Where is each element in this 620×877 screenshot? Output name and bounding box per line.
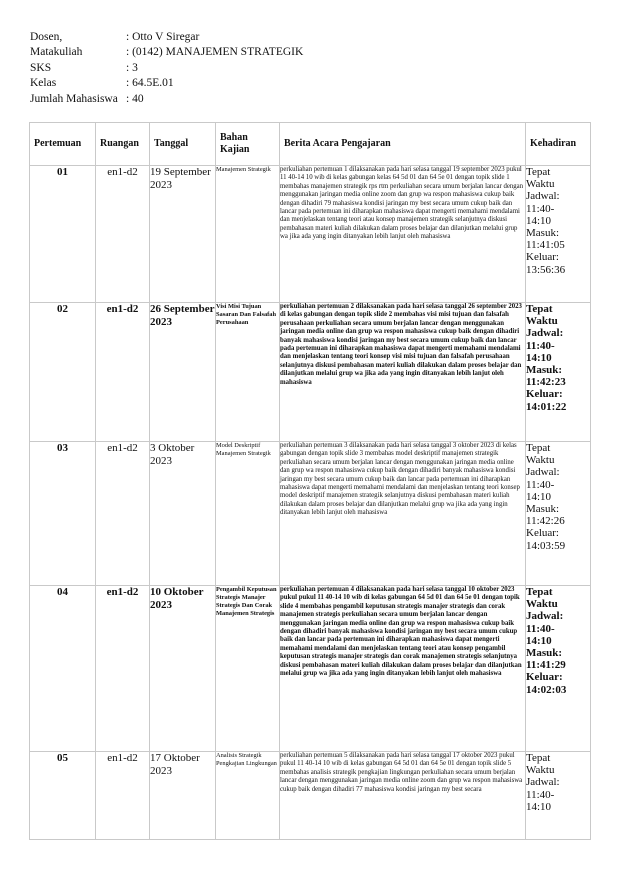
cell-kehadiran (526, 303, 591, 442)
cell-bahan-kajian: Pengambil Keputusan Strategis Manajer Strategis Dan Corak Manajemen Strategis (216, 586, 280, 752)
cell-bahan-kajian: Model Deskriptif Manajemen Strategik (216, 442, 280, 586)
attendance-line: Tepat (526, 303, 553, 315)
info-label: Jumlah Mahasiswa (30, 92, 118, 105)
teaching-log-table (29, 122, 591, 840)
info-row-dosen (30, 30, 303, 45)
info-value: : (0142) MANAJEMEN STRATEGIK (126, 46, 304, 59)
attendance-line: Jadwal: (526, 327, 564, 340)
cell-bahan-kajian: Analisis Strategik Pengkajian Lingkungan (216, 752, 280, 840)
attendance-line: Jadwal: (526, 466, 560, 479)
attendance-line: 11:40- (526, 202, 555, 215)
cell-pertemuan: 01 (30, 166, 96, 303)
attendance-line: Jadwal: (526, 610, 564, 623)
info-value: : 3 (126, 61, 138, 74)
attendance-line: 14:10 (526, 351, 552, 364)
attendance-line: 11:41:29 (526, 659, 566, 672)
cell-ruangan: en1-d2 (96, 303, 150, 442)
cell-tanggal: 3 Oktober 2023 (150, 442, 216, 586)
attendance-line: Keluar: (526, 251, 559, 264)
table-row (30, 442, 591, 586)
attendance-line: Tepat (526, 752, 551, 764)
cell-kehadiran (526, 752, 591, 840)
table-row (30, 303, 591, 442)
column-header-bahan-kajian: Bahan Kajian (216, 123, 280, 166)
attendance-line: Masuk: (526, 364, 563, 377)
cell-berita-acara: perkuliahan pertemuan 5 dilaksanakan pada hari selasa tanggal 17 oktober 2023 pukul pukul 11 40-14 10 wib di kelas gabungan 64 5d 01 dan 64 5e 01 dengan topik slide 5 membahas analisis strategik pengkajian lingkungan perkuliahan secara umum berjalan lancar dengan menggunakan jaringan media online zoom dan grup wa respon mahasiswa cukup baik dengan dihadiri 77 mahasiswa kondisi jaringan my best secara (280, 752, 526, 840)
cell-pertemuan: 03 (30, 442, 96, 586)
attendance-line: Keluar: (526, 527, 559, 540)
attendance-line: 14:01:22 (526, 400, 567, 413)
attendance-line: Tepat (526, 442, 551, 454)
attendance-line: 11:40- (526, 622, 555, 635)
cell-bahan-kajian: Manajemen Strategik (216, 166, 280, 303)
attendance-line: Waktu (526, 454, 555, 467)
attendance-line: Waktu (526, 178, 555, 191)
attendance-line: 11:40- (526, 339, 555, 352)
cell-kehadiran (526, 166, 591, 303)
attendance-line: 11:40- (526, 788, 555, 801)
attendance-line: Tepat (526, 166, 551, 178)
cell-pertemuan: 04 (30, 586, 96, 752)
attendance-line: 11:40- (526, 478, 555, 491)
info-row-matakuliah (30, 45, 303, 60)
cell-ruangan: en1-d2 (96, 166, 150, 303)
cell-berita-acara: perkuliahan pertemuan 2 dilaksanakan pada hari selasa tanggal 26 september 2023 di kelas gabungan dengan topik slide 2 membahas visi misi tujuan dan falsafah perusahaan perkuliahan secara umum berjalan lancar dengan menggunakan jaringan media online dan grup wa respon mahasiswa cukup baik dengan dihadiri banyak mahasiswa kondisi jaringan my best secara umum cukup baik dan lancar pada pertemuan ini diharapkan mahasiswa dapat mengerti memahami mendalami dan menjelaskan tentang teori konsep visi misi tujuan dan falsafah perusahaan selanjutnya diskusi pembahasan materi kuliah dilakukan dalam proses belajar dan dilanjutkan melalui grup wa jika ada yang ingin ditanyakan lebih lanjut oleh mahasiswa (280, 303, 526, 442)
attendance-line: Keluar: (526, 388, 563, 401)
cell-ruangan: en1-d2 (96, 752, 150, 840)
cell-tanggal: 17 Oktober 2023 (150, 752, 216, 840)
info-label: Matakuliah (30, 46, 83, 59)
attendance-line: 14:10 (526, 800, 552, 813)
column-header-kehadiran: Kehadiran (526, 123, 591, 166)
attendance-line: 14:02:03 (526, 683, 567, 696)
cell-kehadiran (526, 586, 591, 752)
attendance-line: Masuk: (526, 647, 563, 660)
column-header-pertemuan: Pertemuan (30, 123, 96, 166)
table-row (30, 166, 591, 303)
column-header-tanggal: Tanggal (150, 123, 216, 166)
info-value: : 64.5E.01 (126, 77, 174, 90)
attendance-line: Masuk: (526, 503, 559, 516)
cell-berita-acara: perkuliahan pertemuan 1 dilaksanakan pada hari selasa tanggal 19 september 2023 pukul 11 40-14 10 wib di kelas gabungan kelas 64 5d 01 dan 64 5e 01 dengan topik slide 1 membahas manajemen strategik rps rtm perkuliahan secara umum berjalan lancar dengan menggunakan jaringan media online zoom dan grup wa respon mahasiswa cukup baik dengan dihadiri 79 mahasiswa kondisi jaringan my best secara umum cukup baik dan lancar pada pertemuan ini diharapkan mahasiswa dapat mengerti memahami mendalami dan menjelaskan tentang teori atau konsep manajemen strategik selanjutnya diskusi pembahasan materi kuliah dilakukan dalam proses belajar dan dilanjutkan melalui grup wa jika ada yang ingin ditanyakan lebih lanjut oleh mahasiswa (280, 166, 526, 303)
attendance-line: Waktu (526, 764, 555, 777)
attendance-line: Waktu (526, 598, 558, 611)
cell-ruangan: en1-d2 (96, 442, 150, 586)
info-value: : 40 (126, 92, 144, 105)
cell-pertemuan: 05 (30, 752, 96, 840)
attendance-line: 11:42:26 (526, 515, 565, 528)
table-row (30, 752, 591, 840)
attendance-line: Jadwal: (526, 776, 560, 789)
attendance-line: 14:10 (526, 490, 552, 503)
attendance-line: Masuk: (526, 227, 559, 240)
attendance-line: 11:42:23 (526, 376, 566, 389)
cell-tanggal: 19 September 2023 (150, 166, 216, 303)
attendance-line: Keluar: (526, 671, 563, 684)
column-header-berita-acara: Berita Acara Pengajaran (280, 123, 526, 166)
attendance-line: Waktu (526, 315, 558, 328)
attendance-line: 14:03:59 (526, 539, 566, 552)
info-row-kelas (30, 76, 303, 91)
cell-berita-acara: perkuliahan pertemuan 3 dilaksanakan pada hari selasa tanggal 3 oktober 2023 di kelas gabungan dengan topik slide 3 membahas model deskriptif manajemen strategik perkuliahan secara umum berjalan lancar dengan menggunakan jaringan media online dan grup wa respon mahasiswa cukup baik dengan dihadiri banyak mahasiswa kondisi jaringan my best secara umum cukup baik dan lancar pada pertemuan ini diharapkan mahasiswa dapat mengerti memahami mendalami dan menjelaskan tentang teori konsep model deskriptif manajemen strategik selanjutnya diskusi pembahasan materi kuliah dilakukan dalam proses belajar dan dilanjutkan melalui grup wa jika ada yang ingin ditanyakan lebih lanjut oleh mahasiswa (280, 442, 526, 586)
attendance-line: 14:10 (526, 634, 552, 647)
info-label: SKS (30, 61, 52, 74)
attendance-line: 14:10 (526, 214, 552, 227)
cell-bahan-kajian: Visi Misi Tujuan Sasaran Dan Falsafah Perusahaan (216, 303, 280, 442)
attendance-line: Tepat (526, 586, 553, 598)
cell-ruangan: en1-d2 (96, 586, 150, 752)
cell-kehadiran (526, 442, 591, 586)
attendance-line: 13:56:36 (526, 263, 566, 276)
cell-tanggal: 26 September 2023 (150, 303, 216, 442)
attendance-line: Jadwal: (526, 190, 560, 203)
info-row-sks (30, 61, 303, 76)
info-row-jumlah-mahasiswa (30, 92, 303, 107)
attendance-line: 11:41:05 (526, 239, 565, 252)
info-label: Kelas (30, 77, 57, 90)
table-header-row (30, 123, 591, 166)
table-row (30, 586, 591, 752)
cell-berita-acara: perkuliahan pertemuan 4 dilaksanakan pada hari selasa tanggal 10 oktober 2023 pukul pukul 11 40-14 10 wib di kelas gabungan 64 5d 01 dan 64 5e 01 dengan topik slide 4 membahas pengambil keputusan strategis manajer strategis dan corak manajemen strategis perkuliahan secara umum berjalan lancar dengan menggunakan jaringan media online dan grup wa respon mahasiswa cukup baik dengan dihadiri banyak mahasiswa kondisi jaringan my best secara umum cukup baik dan lancar pada pertemuan ini diharapkan mahasiswa dapat mengerti memahami mendalami dan menjelaskan tentang teori atau konsep pengambil keputusan strategis manajer strategis dan corak manajemen strategis selanjutnya diskusi pembahasan materi kuliah dilakukan dalam proses belajar dan dilanjutkan melalui grup wa jika ada yang ingin ditanyakan lebih lanjut oleh mahasiswa (280, 586, 526, 752)
cell-pertemuan: 02 (30, 303, 96, 442)
cell-tanggal: 10 Oktober 2023 (150, 586, 216, 752)
column-header-ruangan: Ruangan (96, 123, 150, 166)
course-info (30, 30, 303, 107)
info-value: : Otto V Siregar (126, 31, 200, 43)
info-label: Dosen, (30, 31, 63, 43)
